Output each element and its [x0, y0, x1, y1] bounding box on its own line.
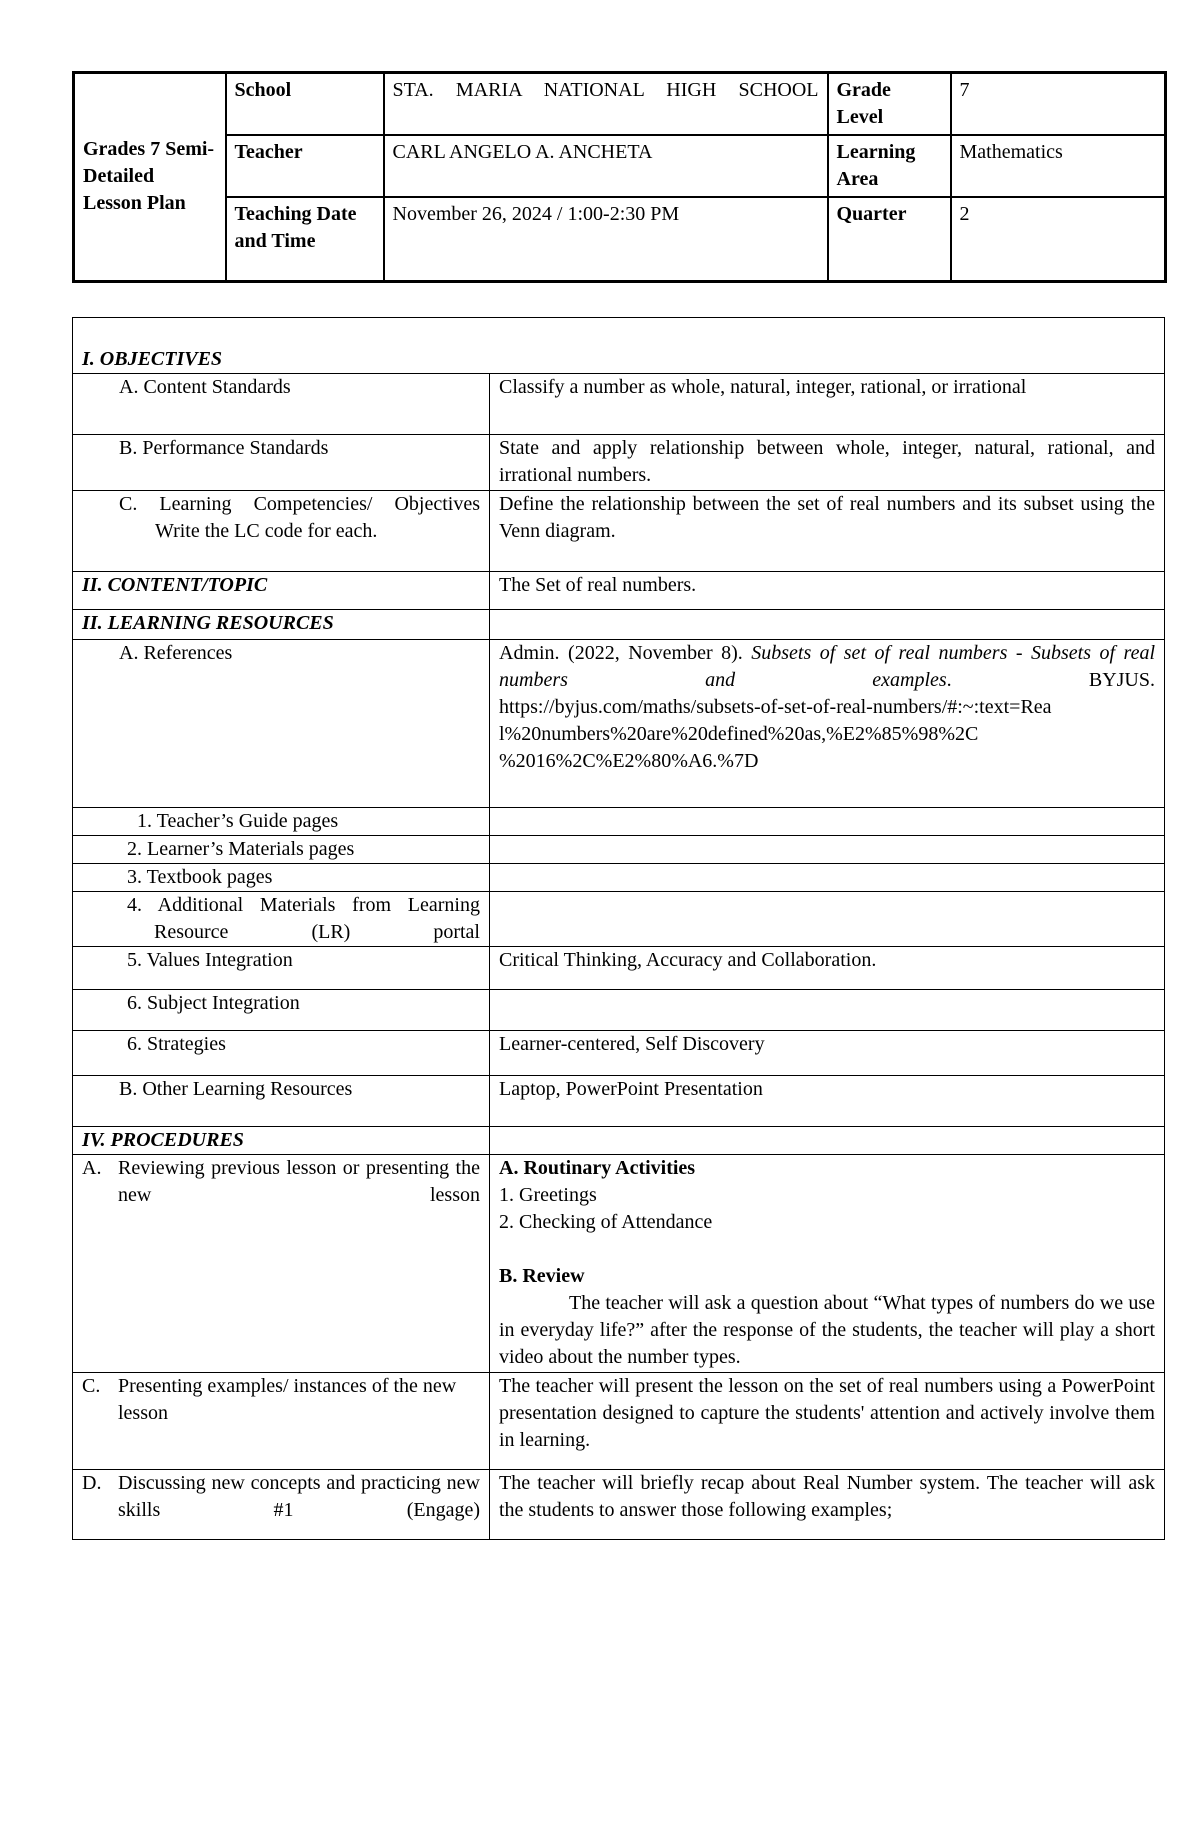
teacher-label: Teacher — [226, 135, 384, 197]
performance-standards-label: B. Performance Standards — [73, 435, 490, 491]
procedure-c-label — [73, 1373, 490, 1470]
learning-competencies-value: Define the relationship between the set of real numbers and its subset using the Venn diagram. — [490, 491, 1165, 572]
procedures-heading: IV. PROCEDURES — [73, 1127, 490, 1155]
learning-competencies-label — [73, 491, 490, 572]
lc-label-line1: C. Learning Competencies/ Objectives — [119, 493, 480, 515]
additional-materials-label — [73, 892, 490, 947]
procedure-c-text: Presenting examples/ instances of the new lesson — [118, 1375, 457, 1424]
ref-author: Admin. (2022, November 8). — [499, 642, 743, 664]
teachers-guide-label: 1. Teacher’s Guide pages — [73, 808, 490, 836]
review-text: The teacher will ask a question about “What types of numbers do we use in everyday life?” after the response of the students, the teacher will play a short video about the number types. — [499, 1292, 1155, 1368]
other-resources-label: B. Other Learning Resources — [73, 1076, 490, 1127]
additional-materials-text: 4. Additional Materials from Learning Resource (LR) portal — [127, 894, 480, 943]
procedure-a-value — [490, 1155, 1165, 1373]
ref-url-3[interactable]: %2016%2C%E2%80%A6.%7D — [499, 750, 759, 772]
lc-code-note: Write the LC code for each. — [155, 520, 378, 542]
strategies-value: Learner-centered, Self Discovery — [490, 1031, 1165, 1076]
objectives-heading: I. OBJECTIVES — [73, 318, 1165, 374]
references-label: A. References — [73, 640, 490, 808]
learning-resources-heading: II. LEARNING RESOURCES — [73, 610, 490, 640]
routinary-item-attendance: 2. Checking of Attendance — [499, 1211, 713, 1233]
performance-standards-value: State and apply relationship between whole, integer, natural, rational, and irrational numbers. — [490, 435, 1165, 491]
quarter-value: 2 — [951, 197, 1166, 281]
values-integration-label: 5. Values Integration — [73, 947, 490, 990]
ref-title: Subsets of set of real numbers - Subsets of real numbers and examples — [499, 642, 1156, 691]
subject-integration-value — [490, 990, 1165, 1031]
teaching-date-value: November 26, 2024 / 1:00-2:30 PM — [384, 197, 828, 281]
learners-materials-value — [490, 836, 1165, 864]
learning-resources-empty — [490, 610, 1165, 640]
quarter-label: Quarter — [828, 197, 951, 281]
school-label: School — [226, 73, 384, 136]
procedures-empty — [490, 1127, 1165, 1155]
procedure-d-label — [73, 1470, 490, 1540]
procedure-d-letter: D. — [82, 1472, 102, 1494]
learners-materials-label: 2. Learner’s Materials pages — [73, 836, 490, 864]
learning-area-value: Mathematics — [951, 135, 1166, 197]
procedure-a-text: Reviewing previous lesson or presenting the new lesson — [118, 1157, 480, 1206]
teachers-guide-value — [490, 808, 1165, 836]
header-table — [72, 71, 1167, 283]
procedure-a-letter: A. — [82, 1157, 102, 1179]
school-value: STA. MARIA NATIONAL HIGH SCHOOL — [384, 73, 828, 136]
procedure-d-text: Discussing new concepts and practicing new skills #1 (Engage) — [118, 1472, 480, 1521]
lesson-plan-table — [72, 317, 1165, 1540]
textbook-pages-label: 3. Textbook pages — [73, 864, 490, 892]
plan-title: Grades 7 Semi-Detailed Lesson Plan — [74, 73, 226, 282]
references-value — [490, 640, 1165, 808]
ref-url-2[interactable]: l%20numbers%20are%20defined%20as,%E2%85%98%2C — [499, 723, 979, 745]
content-topic-value: The Set of real numbers. — [490, 572, 1165, 610]
routinary-activities-heading: A. Routinary Activities — [499, 1157, 696, 1179]
learning-area-label: Learning Area — [828, 135, 951, 197]
procedure-a-label — [73, 1155, 490, 1373]
strategies-label: 6. Strategies — [73, 1031, 490, 1076]
procedure-d-value: The teacher will briefly recap about Real Number system. The teacher will ask the students to answer those following examples; — [490, 1470, 1165, 1540]
ref-source: . BYJUS. — [946, 669, 1155, 691]
grade-label: Grade Level — [828, 73, 951, 136]
review-heading: B. Review — [499, 1265, 585, 1287]
ref-url-1[interactable]: https://byjus.com/maths/subsets-of-set-of-real-numbers/#:~:text=Rea — [499, 696, 1052, 718]
teaching-date-label: Teaching Date and Time — [226, 197, 384, 281]
additional-materials-value — [490, 892, 1165, 947]
content-standards-value: Classify a number as whole, natural, integer, rational, or irrational — [490, 374, 1165, 435]
other-resources-value: Laptop, PowerPoint Presentation — [490, 1076, 1165, 1127]
content-topic-heading: II. CONTENT/TOPIC — [73, 572, 490, 610]
procedure-c-letter: C. — [82, 1375, 101, 1397]
textbook-pages-value — [490, 864, 1165, 892]
routinary-item-greetings: 1. Greetings — [499, 1184, 597, 1206]
content-standards-label: A. Content Standards — [73, 374, 490, 435]
subject-integration-label: 6. Subject Integration — [73, 990, 490, 1031]
procedure-c-value: The teacher will present the lesson on the set of real numbers using a PowerPoint presentation designed to capture the students' attention and actively involve them in learning. — [490, 1373, 1165, 1470]
grade-value: 7 — [951, 73, 1166, 136]
values-integration-value: Critical Thinking, Accuracy and Collaboration. — [490, 947, 1165, 990]
teacher-value: CARL ANGELO A. ANCHETA — [384, 135, 828, 197]
